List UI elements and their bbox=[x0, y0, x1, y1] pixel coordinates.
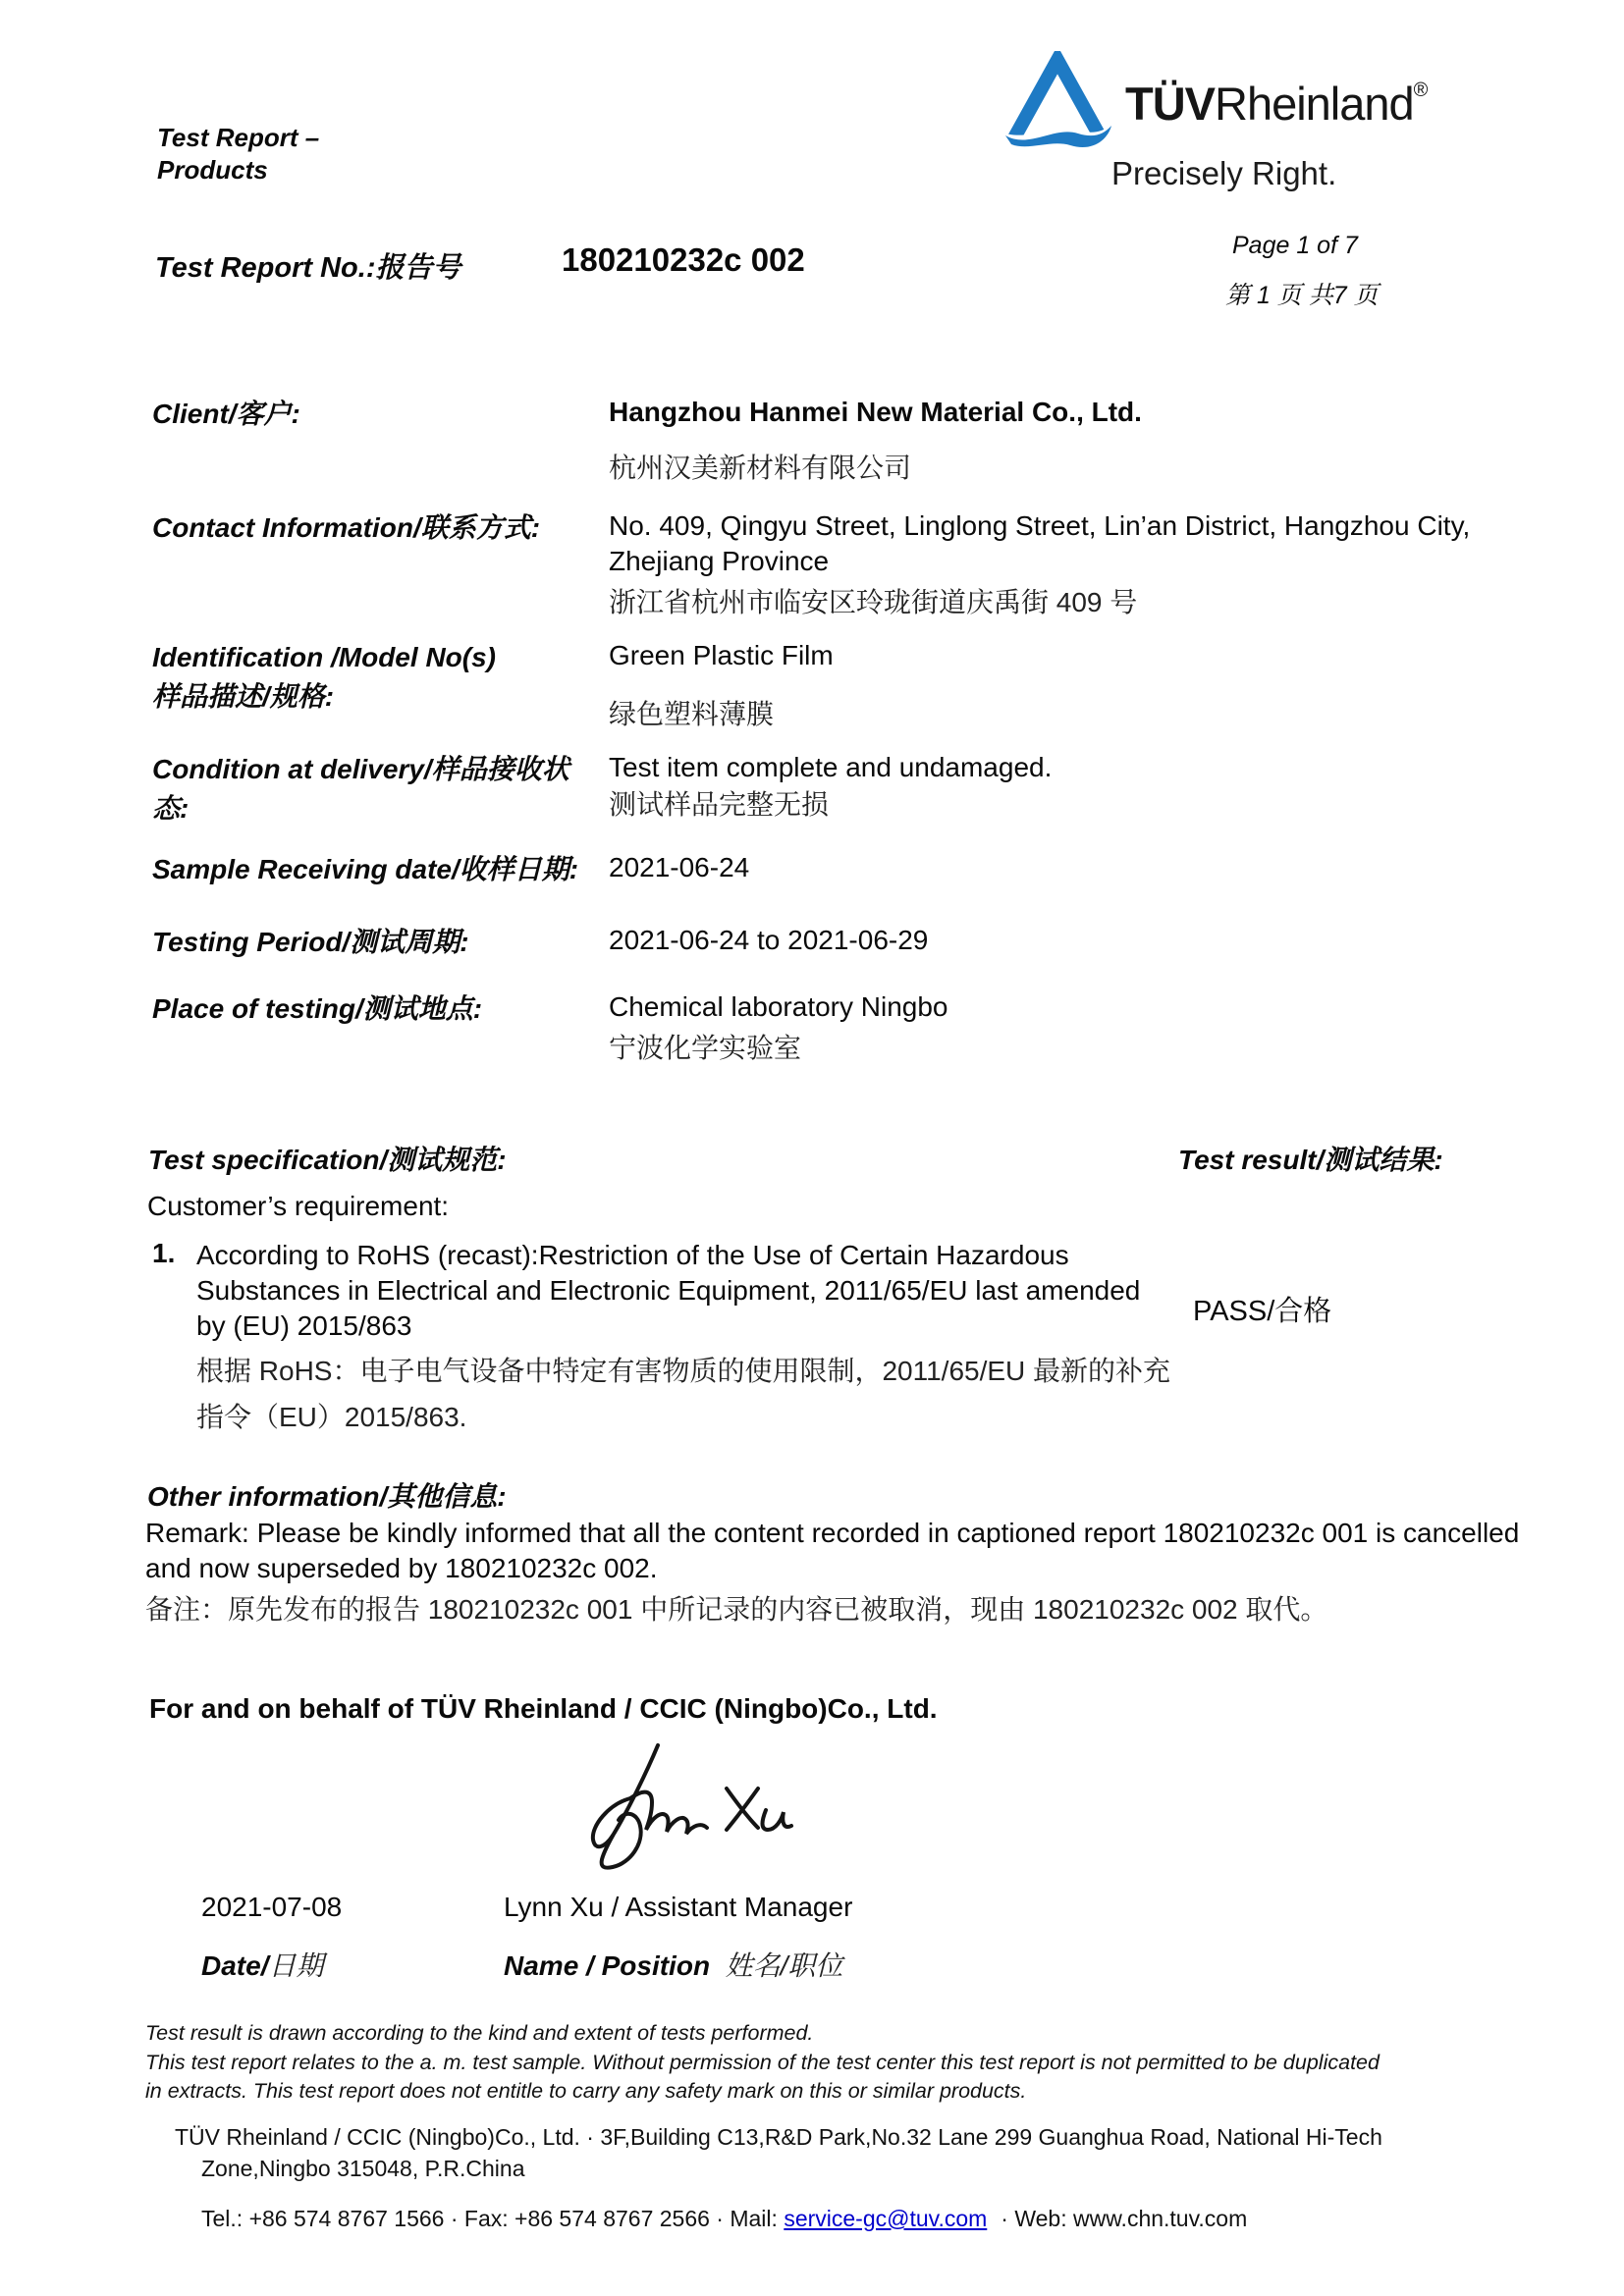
document-type-line1: Test Report – bbox=[157, 123, 320, 152]
remark-en bbox=[145, 1516, 1540, 1586]
place-of-testing-value-en: Chemical laboratory Ningbo bbox=[609, 991, 948, 1022]
condition-label-line2: 态: bbox=[152, 793, 189, 824]
name-label-en: Name / Position bbox=[504, 1950, 711, 1981]
remark-en-line2: and now superseded by 180210232c 002. bbox=[145, 1553, 658, 1583]
test-result-value: PASS/合格 bbox=[1193, 1296, 1332, 1327]
signature-date-value: 2021-07-08 bbox=[201, 1892, 343, 1922]
test-item-en-line3: by (EU) 2015/863 bbox=[196, 1310, 412, 1341]
mail-link[interactable]: service-gc@tuv.com bbox=[784, 2206, 988, 2231]
date-label-cn: 日期 bbox=[268, 1950, 324, 1981]
contact-label: Contact Information/联系方式: bbox=[152, 512, 541, 543]
identification-value bbox=[609, 638, 1492, 732]
company-address-line2: Zone,Ningbo 315048, P.R.China bbox=[201, 2156, 525, 2181]
client-value bbox=[609, 395, 1492, 486]
contact-footer-line bbox=[201, 2206, 1247, 2232]
identification-label-line2: 样品描述/规格: bbox=[152, 681, 335, 712]
name-label-cn bbox=[710, 1950, 842, 1981]
disclaimer-line3: in extracts. This test report does not entitle to carry any safety mark on this or similar products. bbox=[145, 2079, 1027, 2103]
signature-name-label bbox=[504, 1945, 842, 1984]
condition-value bbox=[609, 750, 1492, 823]
test-item-en-line2: Substances in Electrical and Electronic Equipment, 2011/65/EU last amended bbox=[196, 1275, 1141, 1306]
report-no-label: Test Report No.:报告号 bbox=[155, 252, 461, 284]
page-number-cn: 第 1 页 共7 页 bbox=[1225, 282, 1379, 309]
signature-date-label bbox=[201, 1945, 323, 1984]
disclaimer-block bbox=[145, 2019, 1380, 2107]
test-item-description-en bbox=[196, 1238, 1178, 1344]
test-item-cn-line2: 指令（EU）2015/863. bbox=[196, 1402, 467, 1432]
disclaimer-line1: Test result is drawn according to the kind and extent of tests performed. bbox=[145, 2021, 814, 2045]
condition-label bbox=[152, 750, 614, 828]
on-behalf-line: For and on behalf of TÜV Rheinland / CCIC (Ningbo)Co., Ltd. bbox=[149, 1693, 938, 1724]
other-information-heading: Other information/其他信息: bbox=[147, 1481, 507, 1512]
signature-image bbox=[562, 1728, 807, 1885]
logo-wordmark bbox=[1125, 78, 1429, 130]
test-item-description-cn bbox=[196, 1348, 1178, 1440]
condition-value-cn: 测试样品完整无损 bbox=[609, 789, 830, 820]
client-value-cn: 杭州汉美新材料有限公司 bbox=[609, 453, 912, 483]
document-type-heading bbox=[157, 122, 319, 187]
testing-period-value bbox=[609, 923, 1492, 958]
test-result-heading: Test result/测试结果: bbox=[1178, 1145, 1443, 1175]
test-item-en-line1: According to RoHS (recast):Restriction of the Use of Certain Hazardous bbox=[196, 1240, 1069, 1270]
web-text: · Web: www.chn.tuv.com bbox=[1001, 2206, 1248, 2231]
document-type-line2: Products bbox=[157, 155, 268, 185]
identification-value-cn: 绿色塑料薄膜 bbox=[609, 699, 775, 729]
identification-label bbox=[152, 638, 614, 717]
company-address-line1: TÜV Rheinland / CCIC (Ningbo)Co., Ltd. · 3F,Building C13,R&D Park,No.32 Lane 299 Guanghua Road, National Hi-Tech bbox=[175, 2124, 1382, 2150]
place-of-testing-value-cn: 宁波化学实验室 bbox=[609, 1033, 802, 1063]
testing-period-value-en: 2021-06-24 to 2021-06-29 bbox=[609, 925, 929, 955]
logo-tuv-text: TÜV bbox=[1125, 78, 1215, 130]
test-specification-heading: Test specification/测试规范: bbox=[148, 1145, 507, 1175]
date-label-en: Date/ bbox=[201, 1950, 269, 1981]
receiving-date-label: Sample Receiving date/收样日期: bbox=[152, 854, 579, 884]
logo-rheinland-text: Rheinland bbox=[1215, 78, 1414, 130]
disclaimer-line2: This test report relates to the a. m. test sample. Without permission of the test center this test report is not permitted to be duplicated bbox=[145, 2050, 1380, 2074]
client-value-en: Hangzhou Hanmei New Material Co., Ltd. bbox=[609, 397, 1142, 427]
place-of-testing-label: Place of testing/测试地点: bbox=[152, 993, 483, 1024]
test-item-number: 1. bbox=[152, 1238, 176, 1268]
test-item-cn-line1: 根据 RoHS：电子电气设备中特定有害物质的使用限制，2011/65/EU 最新的补充 bbox=[196, 1356, 1171, 1386]
testing-period-label: Testing Period/测试周期: bbox=[152, 927, 469, 957]
contact-value-en-line2: Zhejiang Province bbox=[609, 546, 830, 576]
registered-trademark-icon: ® bbox=[1413, 80, 1429, 101]
signature-name-value: Lynn Xu / Assistant Manager bbox=[504, 1892, 853, 1922]
logo-tagline: Precisely Right. bbox=[1111, 155, 1337, 191]
tuv-rheinland-logo-icon bbox=[1000, 51, 1115, 161]
identification-value-en: Green Plastic Film bbox=[609, 640, 834, 670]
name-label-cn-text: 姓名/职位 bbox=[725, 1950, 843, 1981]
tel-fax-text: Tel.: +86 574 8767 1566 · Fax: +86 574 8767 2566 · Mail: bbox=[201, 2206, 785, 2231]
remark-cn: 备注：原先发布的报告 180210232c 001 中所记录的内容已被取消，现由 180210232c 002 取代。 bbox=[145, 1594, 1328, 1625]
receiving-date-value-en: 2021-06-24 bbox=[609, 852, 750, 882]
place-of-testing-value bbox=[609, 989, 1492, 1066]
contact-value-en-line1: No. 409, Qingyu Street, Linglong Street, Lin’an District, Hangzhou City, bbox=[609, 510, 1471, 541]
contact-value bbox=[609, 508, 1492, 620]
identification-label-line1: Identification /Model No(s) bbox=[152, 642, 496, 672]
receiving-date-value bbox=[609, 850, 1492, 885]
page-number-en: Page 1 of 7 bbox=[1232, 232, 1358, 259]
contact-value-cn: 浙江省杭州市临安区玲珑街道庆禹街 409 号 bbox=[609, 587, 1138, 617]
customer-requirement-text: Customer’s requirement: bbox=[147, 1191, 450, 1221]
client-label: Client/客户: bbox=[152, 399, 300, 429]
report-no-value: 180210232c 002 bbox=[562, 241, 805, 278]
condition-label-line1: Condition at delivery/样品接收状 bbox=[152, 754, 569, 784]
remark-en-line1: Remark: Please be kindly informed that all the content recorded in captioned report 180210232c 001 is cancelled bbox=[145, 1518, 1520, 1548]
condition-value-en: Test item complete and undamaged. bbox=[609, 752, 1053, 782]
